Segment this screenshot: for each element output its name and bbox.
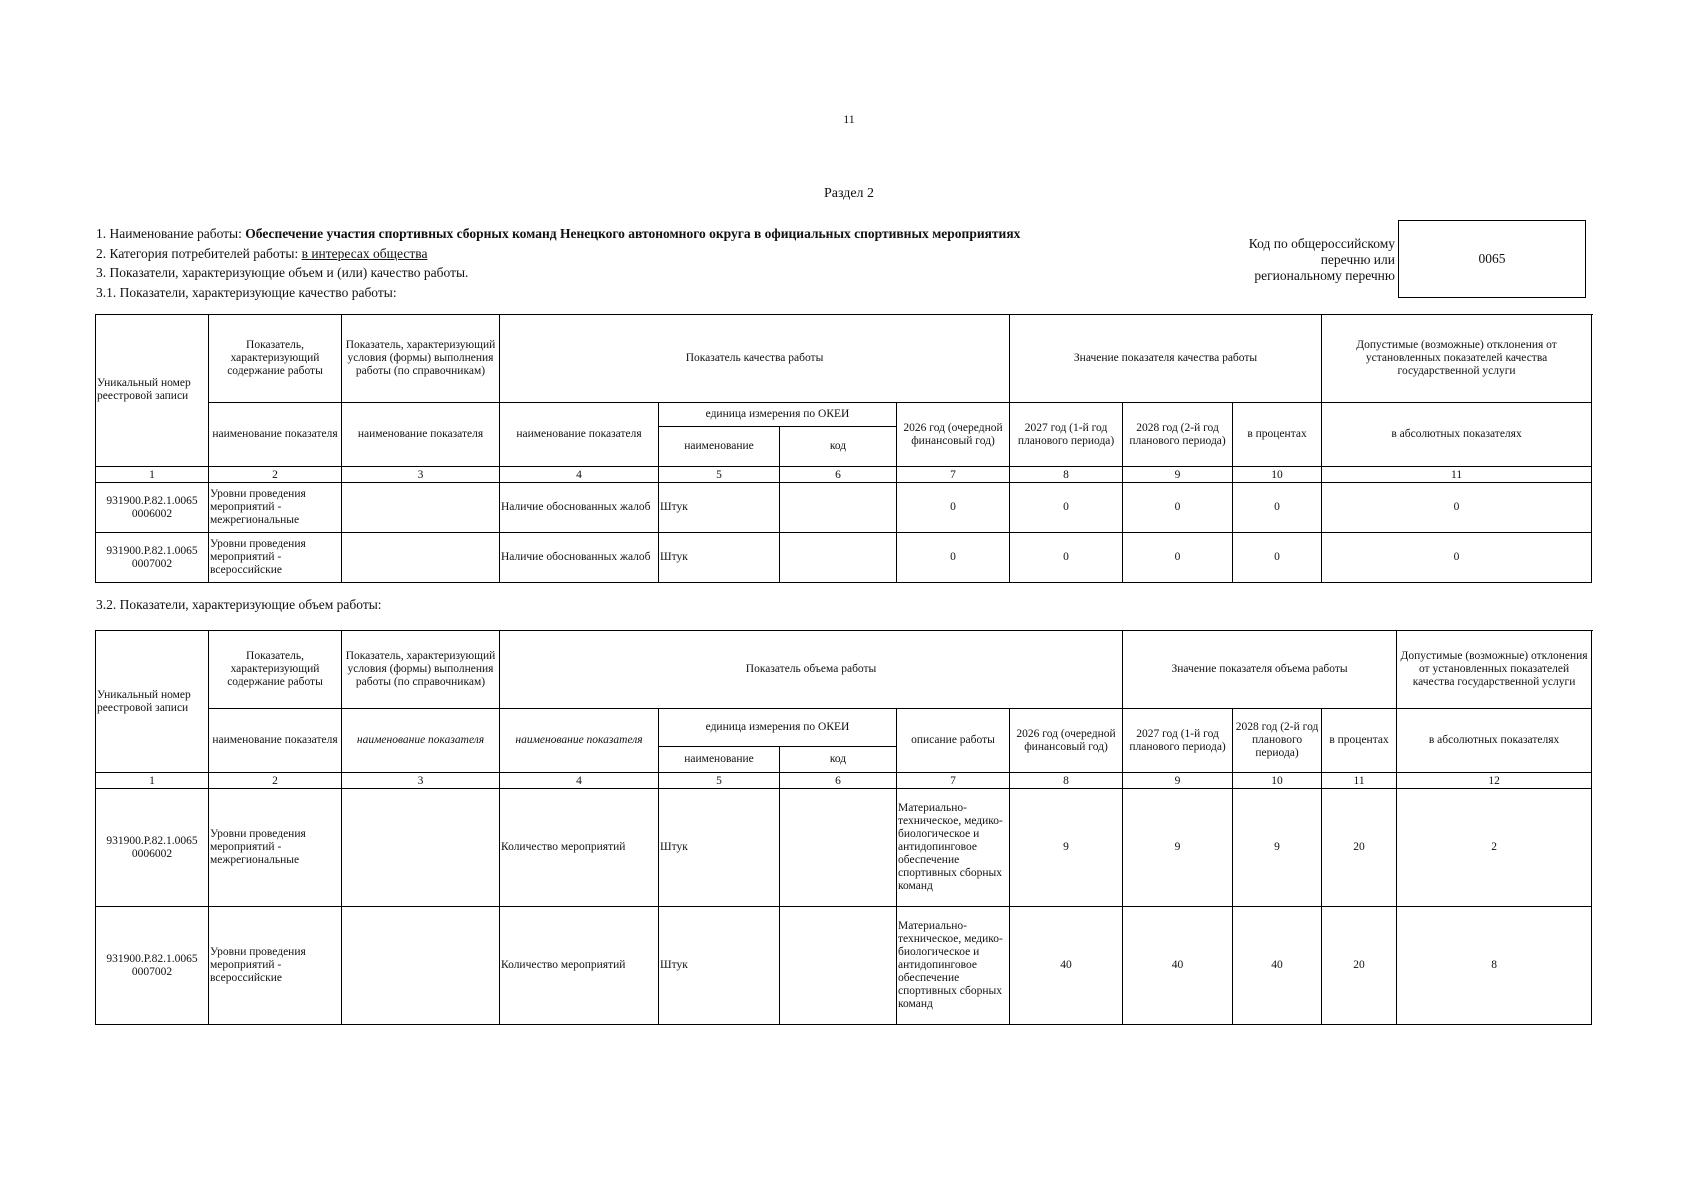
header-okei-code: код [780,427,897,467]
work-name-prefix: 1. Наименование работы: [96,226,246,241]
registry-number: 931900.Р.82.1.0065 0007002 [96,907,209,1025]
col-number: 1 [96,467,209,483]
value-2026: 0 [897,533,1010,583]
header-year-2026: 2026 год (очередной финансовый год) [1010,709,1123,773]
work-name-value: Обеспечение участия спортивных сборных команд Ненецкого автономного округа в официальных спортивных мероприятиях [245,226,1021,241]
content-value: Уровни проведения мероприятий - межрегиональные [209,483,342,533]
unit-code [780,533,897,583]
header-value: Значение показателя качества работы [1010,315,1322,403]
registry-number: 931900.Р.82.1.0065 0006002 [96,483,209,533]
col-number: 7 [897,467,1010,483]
header-year-2027: 2027 год (1-й год планового периода) [1010,403,1123,467]
indicator-name: Наличие обоснованных жалоб [500,533,659,583]
indicator-name: Количество мероприятий [500,907,659,1025]
consumer-category-line [96,244,1020,264]
content-value: Уровни проведения мероприятий - межрегиональные [209,789,342,907]
value-2027: 9 [1123,789,1233,907]
table-row [96,533,1592,583]
header-deviation: Допустимые (возможные) отклонения от установленных показателей качества государственной услуги [1397,631,1592,709]
consumer-category-prefix: 2. Категория потребителей работы: [96,245,302,261]
table-row [96,789,1592,907]
header-name-indicator-3: наименование показателя [500,709,659,773]
col-number: 5 [659,773,780,789]
consumer-category-value: в интересах общества [301,245,428,261]
header-year-2027: 2027 год (1-й год планового периода) [1123,709,1233,773]
deviation-percent: 0 [1233,483,1322,533]
deviation-absolute: 0 [1322,483,1592,533]
header-percent: в процентах [1233,403,1322,467]
col-number: 7 [897,773,1010,789]
header-absolute: в абсолютных показателях [1322,403,1592,467]
unit-name: Штук [659,483,780,533]
value-2026: 9 [1010,789,1123,907]
col-number: 3 [342,773,500,789]
indicator-name: Количество мероприятий [500,789,659,907]
value-2027: 0 [1010,533,1123,583]
intro-block [96,224,1020,302]
header-absolute: в абсолютных показателях [1397,709,1592,773]
work-description: Материально-техническое, медико-биологическое и антидопинговое обеспечение спортивных сборных команд [897,907,1010,1025]
header-year-2028: 2028 год (2-й год планового периода) [1123,403,1233,467]
code-label-line-3: региональному перечню [1254,268,1395,283]
value-2028: 40 [1233,907,1322,1025]
deviation-percent: 20 [1322,789,1397,907]
header-name-indicator: наименование показателя [209,709,342,773]
deviation-absolute: 2 [1397,789,1592,907]
deviation-absolute: 8 [1397,907,1592,1025]
col-number: 2 [209,773,342,789]
col-number: 11 [1322,773,1397,789]
header-conditions: Показатель, характеризующий условия (формы) выполнения работы (по справочникам) [342,315,500,403]
work-description: Материально-техническое, медико-биологическое и антидопинговое обеспечение спортивных сборных команд [897,789,1010,907]
code-label-line-1: Код по общероссийскому [1248,236,1395,251]
volume-indicators-table [95,630,1592,1025]
col-number: 8 [1010,773,1123,789]
code-label [1150,236,1395,284]
value-2028: 0 [1123,483,1233,533]
col-number: 9 [1123,467,1233,483]
header-value: Значение показателя объема работы [1123,631,1397,709]
header-name-indicator: наименование показателя [209,403,342,467]
header-content: Показатель, характеризующий содержание работы [209,631,342,709]
quality-indicators-heading: 3.1. Показатели, характеризующие качество работы: [96,284,397,300]
unit-name: Штук [659,789,780,907]
header-year-2028: 2028 год (2-й год планового периода) [1233,709,1322,773]
header-okei-name: наименование [659,747,780,773]
registry-number: 931900.Р.82.1.0065 0007002 [96,533,209,583]
header-name-indicator-3: наименование показателя [500,403,659,467]
registry-number: 931900.Р.82.1.0065 0006002 [96,789,209,907]
header-okei-code: код [780,747,897,773]
table-row [96,483,1592,533]
col-number: 12 [1397,773,1592,789]
unit-name: Штук [659,907,780,1025]
col-number: 4 [500,467,659,483]
value-2026: 0 [897,483,1010,533]
header-name-indicator-2: наименование показателя [342,403,500,467]
col-number: 5 [659,467,780,483]
quality-indicators-table [95,314,1592,583]
unit-code [780,907,897,1025]
unit-code [780,483,897,533]
deviation-percent: 0 [1233,533,1322,583]
col-number: 6 [780,467,897,483]
indicator-name: Наличие обоснованных жалоб [500,483,659,533]
conditions-value [342,907,500,1025]
value-2027: 0 [1010,483,1123,533]
header-okei: единица измерения по ОКЕИ [659,403,897,427]
conditions-value [342,533,500,583]
header-volume: Показатель объема работы [500,631,1123,709]
deviation-percent: 20 [1322,907,1397,1025]
volume-indicators-heading: 3.2. Показатели, характеризующие объем работы: [96,597,382,612]
col-number: 4 [500,773,659,789]
conditions-value [342,789,500,907]
header-description: описание работы [897,709,1010,773]
header-year-2026: 2026 год (очередной финансовый год) [897,403,1010,467]
page-number: 11 [843,112,855,126]
col-number: 10 [1233,467,1322,483]
header-registry: Уникальный номер реестровой записи [96,631,209,773]
table-row [96,907,1592,1025]
col-number: 11 [1322,467,1592,483]
col-number: 10 [1233,773,1322,789]
header-quality: Показатель качества работы [500,315,1010,403]
code-label-line-2: перечню или [1320,252,1395,267]
header-name-indicator-2: наименование показателя [342,709,500,773]
value-2026: 40 [1010,907,1123,1025]
header-content: Показатель, характеризующий содержание работы [209,315,342,403]
indicators-heading: 3. Показатели, характеризующие объем и (или) качество работы. [96,265,469,280]
work-name-line [96,224,1020,244]
deviation-absolute: 0 [1322,533,1592,583]
header-conditions: Показатель, характеризующий условия (формы) выполнения работы (по справочникам) [342,631,500,709]
col-number: 2 [209,467,342,483]
col-number: 1 [96,773,209,789]
value-2028: 9 [1233,789,1322,907]
value-2027: 40 [1123,907,1233,1025]
unit-code [780,789,897,907]
col-number: 9 [1123,773,1233,789]
header-percent: в процентах [1322,709,1397,773]
header-okei-name: наименование [659,427,780,467]
value-2028: 0 [1123,533,1233,583]
unit-name: Штук [659,533,780,583]
content-value: Уровни проведения мероприятий - всероссийские [209,533,342,583]
col-number: 8 [1010,467,1123,483]
header-deviation: Допустимые (возможные) отклонения от установленных показателей качества государственной услуги [1322,315,1592,403]
section-title: Раздел 2 [823,186,875,201]
header-registry: Уникальный номер реестровой записи [96,315,209,467]
conditions-value [342,483,500,533]
col-number: 6 [780,773,897,789]
code-box: 0065 [1398,220,1586,298]
col-number: 3 [342,467,500,483]
content-value: Уровни проведения мероприятий - всероссийские [209,907,342,1025]
header-okei: единица измерения по ОКЕИ [659,709,897,747]
